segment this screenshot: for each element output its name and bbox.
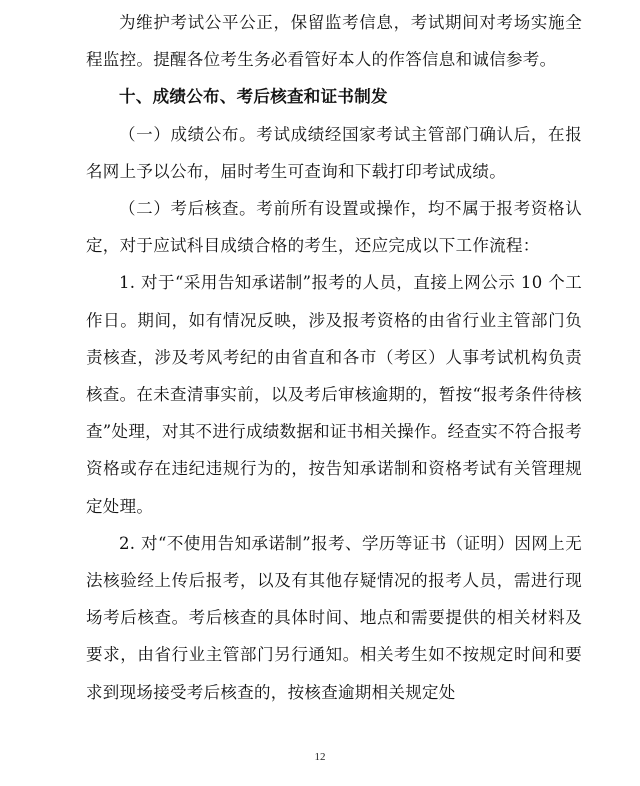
document-body — [86, 4, 582, 711]
paragraph-monitoring: 为维护考试公平公正，保留监考信息，考试期间对考场实施全程监控。提醒各位考生务必看管好本人的作答信息和诚信参考。 — [86, 13, 582, 70]
paragraph-item-1: 1. 对于“采用告知承诺制”报考的人员，直接上网公示 10 个工作日。期间，如有情况反映，涉及报考资格的由省行业主管部门负责核查，涉及考风考纪的由省直和各市（考区）人事考试机构负责核查。在未查清事实前，以及考后审核逾期的，暂按“报考条件待核查”处理，对其不进行成绩数据和证书相关操作。经查实不符合报考资格或存在违纪违规行为的，按告知承诺制和资格考试有关管理规定处理。 — [86, 273, 582, 516]
page-number: 12 — [314, 751, 326, 763]
section-heading-results: 十、成绩公布、考后核查和证书制发 — [119, 87, 388, 107]
paragraph-item-2: 2. 对“不使用告知承诺制”报考、学历等证书（证明）因网上无法核验经上传后报考，以及有其他存疑情况的报考人员，需进行现场考后核查。考后核查的具体时间、地点和需要提供的相关材料及要求，由省行业主管部门另行通知。相关考生如不按规定时间和要求到现场接受考后核查的，按核查逾期相关规定处 — [86, 533, 582, 702]
paragraph-post-exam-review: （二）考后核查。考前所有设置或操作，均不属于报考资格认定，对于应试科目成绩合格的考生，还应完成以下工作流程： — [86, 199, 582, 256]
paragraph-results-publication: （一）成绩公布。考试成绩经国家考试主管部门确认后，在报名网上予以公布，届时考生可查询和下载打印考试成绩。 — [86, 124, 582, 181]
